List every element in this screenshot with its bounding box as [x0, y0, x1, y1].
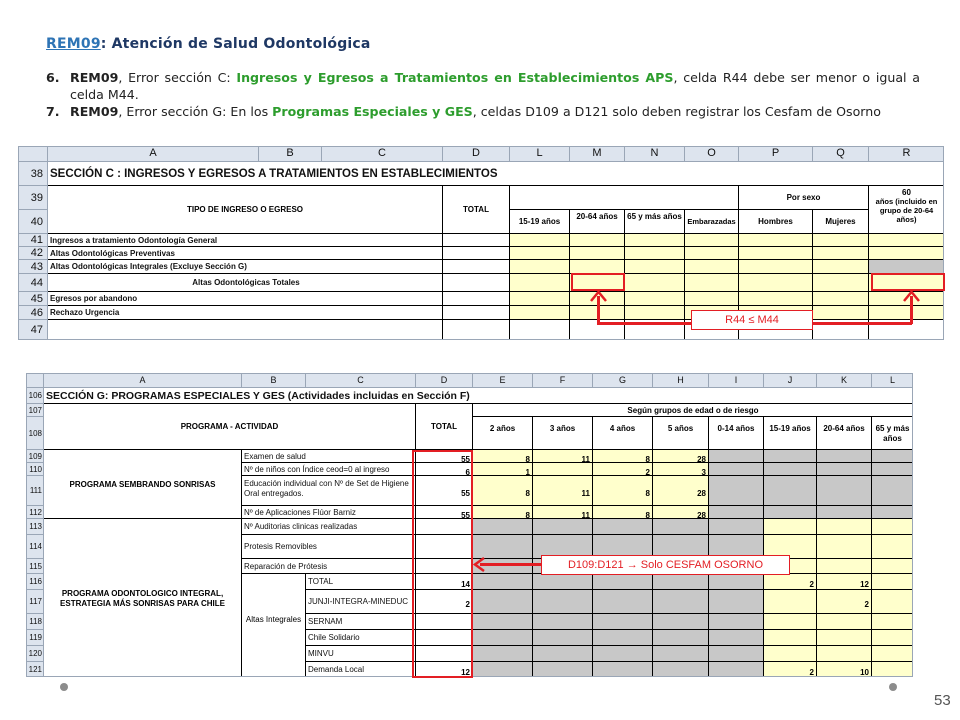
- total-cell[interactable]: [443, 306, 510, 320]
- data-cell[interactable]: [625, 292, 685, 306]
- sheet-cell: [510, 162, 944, 186]
- data-cell[interactable]: 6: [416, 463, 473, 476]
- data-cell[interactable]: [813, 292, 869, 306]
- col-header[interactable]: P: [739, 147, 813, 162]
- total-header: TOTAL: [416, 404, 473, 450]
- row-label: Altas Odontológicas Integrales (Excluye Sección G): [48, 260, 443, 274]
- row-header[interactable]: 110: [27, 463, 44, 476]
- data-cell[interactable]: [764, 476, 817, 506]
- data-cell[interactable]: [510, 292, 570, 306]
- col-header[interactable]: L: [872, 374, 913, 388]
- rule-number: 6.: [46, 70, 60, 85]
- activity-label: Protesis Removibles: [242, 535, 416, 559]
- data-cell[interactable]: [869, 306, 944, 320]
- data-cell[interactable]: [510, 306, 570, 320]
- data-cell[interactable]: [533, 519, 593, 535]
- row-label: Ingresos a tratamiento Odontología General: [48, 234, 443, 247]
- slide-heading: [46, 36, 371, 52]
- data-cell[interactable]: [709, 450, 764, 463]
- activity-label: Nº Auditorias clinicas realizadas: [242, 519, 416, 535]
- grupo-header: Según grupos de edad o de riesgo: [473, 404, 913, 417]
- data-cell[interactable]: 28: [653, 450, 709, 463]
- data-cell[interactable]: [685, 260, 739, 274]
- data-cell[interactable]: [570, 234, 625, 247]
- arrow-head-icon: [590, 290, 607, 302]
- col-header[interactable]: J: [764, 374, 817, 388]
- data-cell[interactable]: [510, 234, 570, 247]
- data-cell[interactable]: [625, 234, 685, 247]
- rule-number: 7.: [46, 104, 60, 119]
- data-cell[interactable]: 12: [416, 662, 473, 677]
- col-header[interactable]: D: [443, 147, 510, 162]
- altas-item: TOTAL: [306, 574, 416, 590]
- data-cell[interactable]: 2: [416, 590, 473, 614]
- highlight-m44: [571, 273, 625, 291]
- slide-dot-left: [60, 683, 68, 691]
- col-header[interactable]: G: [593, 374, 653, 388]
- col-header[interactable]: K: [817, 374, 872, 388]
- data-cell[interactable]: [764, 463, 817, 476]
- activity-label: Nº de Aplicaciones Flúor Barniz: [242, 506, 416, 519]
- col-header[interactable]: B: [259, 147, 322, 162]
- rule-highlight: Ingresos y Egresos a Tratamientos en Establecimientos APS: [236, 70, 674, 85]
- row-header[interactable]: 118: [27, 614, 44, 630]
- data-cell[interactable]: [653, 646, 709, 662]
- data-cell[interactable]: 8: [593, 506, 653, 519]
- data-cell[interactable]: 28: [653, 476, 709, 506]
- data-cell[interactable]: [533, 590, 593, 614]
- data-cell[interactable]: [872, 574, 913, 590]
- row-header[interactable]: 112: [27, 506, 44, 519]
- data-cell[interactable]: [473, 662, 533, 677]
- col-header[interactable]: Q: [813, 147, 869, 162]
- age-15-19-header: 15-19 años: [510, 210, 570, 234]
- data-cell[interactable]: 10: [817, 662, 872, 677]
- total-header: TOTAL: [443, 186, 510, 234]
- age-20-64-header: 20-64 años: [570, 210, 625, 234]
- altas-item: Chile Solidario: [306, 630, 416, 646]
- row-header[interactable]: 43: [19, 260, 48, 274]
- data-cell[interactable]: 11: [533, 506, 593, 519]
- data-cell[interactable]: [813, 306, 869, 320]
- data-cell[interactable]: [817, 476, 872, 506]
- data-cell[interactable]: [872, 614, 913, 630]
- sixty-sub: años (incluido en grupo de 20-64 años): [875, 197, 938, 224]
- data-cell[interactable]: 28: [653, 506, 709, 519]
- col-header[interactable]: H: [653, 374, 709, 388]
- data-cell[interactable]: [739, 247, 813, 260]
- rule-pre: , Error sección G: En los: [118, 104, 273, 119]
- total-cell[interactable]: [443, 247, 510, 260]
- rule-post: , celda R44 debe ser menor o igual a celda M44.: [70, 70, 920, 102]
- data-cell[interactable]: [764, 614, 817, 630]
- data-cell[interactable]: [817, 559, 872, 574]
- data-cell[interactable]: [739, 234, 813, 247]
- data-cell[interactable]: [593, 630, 653, 646]
- rule-code: REM09: [70, 70, 119, 85]
- data-cell[interactable]: [510, 320, 570, 340]
- sheet-cell: [443, 320, 510, 340]
- data-cell[interactable]: [813, 274, 869, 292]
- data-cell[interactable]: [685, 234, 739, 247]
- data-cell[interactable]: 11: [533, 450, 593, 463]
- row-header[interactable]: 120: [27, 646, 44, 662]
- col-header[interactable]: M: [570, 147, 625, 162]
- row-header[interactable]: 121: [27, 662, 44, 677]
- data-cell[interactable]: [813, 234, 869, 247]
- program-sembrando-sonrisas: PROGRAMA SEMBRANDO SONRISAS: [44, 450, 242, 519]
- age-header: 4 años: [593, 417, 653, 450]
- data-cell[interactable]: [709, 519, 764, 535]
- data-cell[interactable]: [817, 519, 872, 535]
- data-cell[interactable]: [872, 535, 913, 559]
- rule-text: [70, 70, 920, 103]
- data-cell[interactable]: [653, 590, 709, 614]
- data-cell[interactable]: [593, 614, 653, 630]
- data-cell[interactable]: [593, 519, 653, 535]
- heading-code: REM09: [46, 36, 101, 52]
- altas-item: MINVU: [306, 646, 416, 662]
- col-header[interactable]: E: [473, 374, 533, 388]
- age-header: 5 años: [653, 417, 709, 450]
- data-cell[interactable]: [709, 506, 764, 519]
- data-cell[interactable]: [709, 646, 764, 662]
- data-cell[interactable]: 55: [416, 476, 473, 506]
- col-header[interactable]: D: [416, 374, 473, 388]
- mujeres-header: Mujeres: [813, 210, 869, 234]
- rule-pre: , Error sección C:: [118, 70, 237, 85]
- age-header: 0-14 años: [709, 417, 764, 450]
- rule-item-6: [46, 70, 920, 103]
- data-cell[interactable]: [685, 292, 739, 306]
- row-label: Egresos por abandono: [48, 292, 443, 306]
- data-cell[interactable]: [872, 590, 913, 614]
- col-header[interactable]: O: [685, 147, 739, 162]
- col-header[interactable]: L: [510, 147, 570, 162]
- data-cell[interactable]: [570, 247, 625, 260]
- row-header[interactable]: 46: [19, 306, 48, 320]
- data-cell[interactable]: [593, 574, 653, 590]
- data-cell[interactable]: [709, 614, 764, 630]
- data-cell[interactable]: [872, 630, 913, 646]
- data-cell[interactable]: [473, 590, 533, 614]
- total-cell[interactable]: [443, 292, 510, 306]
- slide-dot-right: [889, 683, 897, 691]
- rule-post: , celdas D109 a D121 solo deben registrar los Cesfam de Osorno: [472, 104, 881, 119]
- col-header[interactable]: A: [44, 374, 242, 388]
- col-header[interactable]: C: [322, 147, 443, 162]
- age-header: 15-19 años: [764, 417, 817, 450]
- annotation-solo-cesfam-osorno: D109:D121 → Solo CESFAM OSORNO: [541, 555, 790, 575]
- data-cell[interactable]: [817, 630, 872, 646]
- row-header[interactable]: 111: [27, 476, 44, 506]
- col-header[interactable]: A: [48, 147, 259, 162]
- age-header: 3 años: [533, 417, 593, 450]
- data-cell[interactable]: [593, 662, 653, 677]
- row-header[interactable]: 117: [27, 590, 44, 614]
- age-header: 65 y más años: [872, 417, 913, 450]
- data-cell[interactable]: [764, 506, 817, 519]
- data-cell[interactable]: 8: [473, 506, 533, 519]
- highlight-d109-d121: [412, 450, 473, 678]
- row-header[interactable]: 44: [19, 274, 48, 292]
- data-cell[interactable]: 14: [416, 574, 473, 590]
- data-cell[interactable]: [533, 646, 593, 662]
- row-header[interactable]: 109: [28, 452, 42, 461]
- hombres-header: Hombres: [739, 210, 813, 234]
- row-header[interactable]: 107: [28, 406, 42, 415]
- sheet-cell: [48, 320, 443, 340]
- data-cell[interactable]: 8: [473, 476, 533, 506]
- page-number: 53: [934, 692, 951, 709]
- arrow-head-icon: [473, 557, 485, 572]
- data-cell[interactable]: [872, 662, 913, 677]
- data-cell[interactable]: 2: [593, 463, 653, 476]
- data-cell[interactable]: [473, 535, 533, 559]
- data-cell[interactable]: 8: [593, 450, 653, 463]
- col-header[interactable]: R: [869, 147, 944, 162]
- data-cell[interactable]: 1: [473, 463, 533, 476]
- data-cell[interactable]: [625, 306, 685, 320]
- altas-item: SERNAM: [306, 614, 416, 630]
- sixty-header: [869, 186, 944, 234]
- data-cell[interactable]: [813, 247, 869, 260]
- data-cell[interactable]: 2: [764, 662, 817, 677]
- data-cell[interactable]: [764, 450, 817, 463]
- data-cell[interactable]: [473, 614, 533, 630]
- total-cell[interactable]: [443, 234, 510, 247]
- embarazadas-header: Embarazadas: [685, 210, 739, 234]
- data-cell[interactable]: [625, 260, 685, 274]
- rule-code: REM09: [70, 104, 119, 119]
- col-header[interactable]: N: [625, 147, 685, 162]
- row-header[interactable]: 45: [19, 292, 48, 306]
- data-cell[interactable]: 55: [416, 506, 473, 519]
- age-header: 20-64 años: [817, 417, 872, 450]
- section-title: SECCIÓN C : INGRESOS Y EGRESOS A TRATAMIENTOS EN ESTABLECIMIENTOS: [48, 162, 510, 186]
- data-cell[interactable]: [817, 646, 872, 662]
- altas-integrales: Altas Integrales: [242, 574, 306, 677]
- data-cell[interactable]: [653, 519, 709, 535]
- data-cell[interactable]: [817, 535, 872, 559]
- highlight-r44: [871, 273, 945, 291]
- data-cell[interactable]: [473, 646, 533, 662]
- row-header[interactable]: 114: [27, 535, 44, 559]
- data-cell[interactable]: [685, 247, 739, 260]
- data-cell[interactable]: [739, 274, 813, 292]
- data-cell[interactable]: [653, 630, 709, 646]
- data-cell[interactable]: [709, 476, 764, 506]
- row-header[interactable]: 38: [19, 162, 48, 186]
- data-cell[interactable]: 55: [416, 450, 473, 463]
- data-cell[interactable]: [653, 574, 709, 590]
- age-header: 2 años: [473, 417, 533, 450]
- row-label: Altas Odontológicas Preventivas: [48, 247, 443, 260]
- altas-item: Demanda Local: [306, 662, 416, 677]
- activity-label: Educación individual con Nº de Set de Higiene Oral entregados.: [242, 476, 416, 506]
- sheet-cell: [510, 186, 739, 210]
- data-cell[interactable]: [473, 574, 533, 590]
- total-cell[interactable]: [443, 274, 510, 292]
- data-cell[interactable]: 8: [473, 450, 533, 463]
- row-header[interactable]: 39: [19, 186, 48, 210]
- data-cell[interactable]: [533, 662, 593, 677]
- data-cell[interactable]: [709, 630, 764, 646]
- data-cell[interactable]: [764, 646, 817, 662]
- activity-label: Reparación de Prótesis: [242, 559, 416, 574]
- data-cell[interactable]: [473, 519, 533, 535]
- data-cell[interactable]: [872, 646, 913, 662]
- data-cell[interactable]: 11: [533, 476, 593, 506]
- data-cell[interactable]: [533, 463, 593, 476]
- data-cell[interactable]: [817, 450, 872, 463]
- data-cell[interactable]: [872, 463, 913, 476]
- sheet-corner: [19, 147, 48, 162]
- data-cell[interactable]: [709, 463, 764, 476]
- data-cell[interactable]: [739, 260, 813, 274]
- data-cell[interactable]: [709, 574, 764, 590]
- data-cell[interactable]: [817, 614, 872, 630]
- row-header[interactable]: 113: [27, 519, 44, 535]
- data-cell[interactable]: 3: [653, 463, 709, 476]
- data-cell[interactable]: [869, 234, 944, 247]
- data-cell[interactable]: [533, 630, 593, 646]
- data-cell[interactable]: 2: [764, 574, 817, 590]
- heading-rest: : Atención de Salud Odontológica: [100, 36, 371, 52]
- data-cell[interactable]: [764, 630, 817, 646]
- programa-header: PROGRAMA - ACTIVIDAD: [44, 404, 416, 450]
- data-cell[interactable]: [764, 590, 817, 614]
- annotation-r44-le-m44: R44 ≤ M44: [691, 310, 813, 330]
- program-odontologico-integral: PROGRAMA ODONTOLOGICO INTEGRAL, ESTRATEGIA MÁS SONRISAS PARA CHILE: [44, 519, 242, 677]
- col-header[interactable]: F: [533, 374, 593, 388]
- data-cell[interactable]: [709, 662, 764, 677]
- row-header[interactable]: 116: [27, 574, 44, 590]
- col-header[interactable]: I: [709, 374, 764, 388]
- data-cell[interactable]: [764, 519, 817, 535]
- data-cell[interactable]: [739, 292, 813, 306]
- por-sexo-header: Por sexo: [739, 186, 869, 210]
- data-cell[interactable]: [625, 247, 685, 260]
- arrow-head-icon: [903, 290, 920, 302]
- activity-label: Nº de niños con Índice ceod=0 al ingreso: [242, 463, 416, 476]
- data-cell[interactable]: [872, 519, 913, 535]
- altas-item: JUNJI-INTEGRA-MINEDUC: [306, 590, 416, 614]
- data-cell[interactable]: [653, 662, 709, 677]
- data-cell[interactable]: [869, 247, 944, 260]
- arrow-line: [480, 563, 542, 566]
- row-header[interactable]: 47: [19, 320, 48, 340]
- data-cell[interactable]: [533, 574, 593, 590]
- row-header[interactable]: 40: [19, 210, 48, 234]
- data-cell[interactable]: [593, 590, 653, 614]
- rule-list: [46, 70, 920, 122]
- row-label: Rechazo Urgencia: [48, 306, 443, 320]
- row-header[interactable]: 42: [19, 247, 48, 260]
- activity-label: Examen de salud: [242, 450, 416, 463]
- data-cell[interactable]: [813, 260, 869, 274]
- data-cell[interactable]: 8: [593, 476, 653, 506]
- data-cell[interactable]: [510, 260, 570, 274]
- col-header[interactable]: C: [306, 374, 416, 388]
- row-label: Altas Odontológicas Totales: [48, 274, 443, 292]
- data-cell[interactable]: [510, 247, 570, 260]
- data-cell[interactable]: [817, 463, 872, 476]
- age-65-header: 65 y más años: [625, 210, 685, 234]
- total-cell[interactable]: [443, 260, 510, 274]
- data-cell[interactable]: [709, 590, 764, 614]
- data-cell[interactable]: [570, 260, 625, 274]
- sixty-value: 60: [902, 188, 911, 197]
- sheet-corner: [27, 374, 44, 388]
- data-cell[interactable]: [533, 614, 593, 630]
- section-title: SECCIÓN G: PROGRAMAS ESPECIALES Y GES (Actividades incluidas en Sección F): [44, 388, 913, 404]
- data-cell[interactable]: [869, 260, 944, 274]
- data-cell[interactable]: [625, 274, 685, 292]
- row-header[interactable]: 106: [27, 388, 44, 404]
- tipo-header: TIPO DE INGRESO O EGRESO: [48, 186, 443, 234]
- data-cell[interactable]: [872, 476, 913, 506]
- data-cell[interactable]: [510, 274, 570, 292]
- data-cell[interactable]: 12: [817, 574, 872, 590]
- rule-text: [70, 104, 881, 121]
- data-cell[interactable]: [872, 559, 913, 574]
- data-cell[interactable]: [872, 506, 913, 519]
- data-cell[interactable]: 2: [817, 590, 872, 614]
- data-cell[interactable]: [817, 506, 872, 519]
- rule-item-7: [46, 104, 920, 121]
- row-header[interactable]: 115: [27, 559, 44, 574]
- row-header[interactable]: 119: [27, 630, 44, 646]
- rule-highlight: Programas Especiales y GES: [272, 104, 473, 119]
- data-cell[interactable]: [685, 274, 739, 292]
- data-cell[interactable]: [872, 450, 913, 463]
- data-cell[interactable]: [653, 614, 709, 630]
- data-cell[interactable]: [593, 646, 653, 662]
- col-header[interactable]: B: [242, 374, 306, 388]
- row-header[interactable]: 41: [19, 234, 48, 247]
- data-cell[interactable]: [473, 630, 533, 646]
- row-header[interactable]: 108: [27, 417, 44, 450]
